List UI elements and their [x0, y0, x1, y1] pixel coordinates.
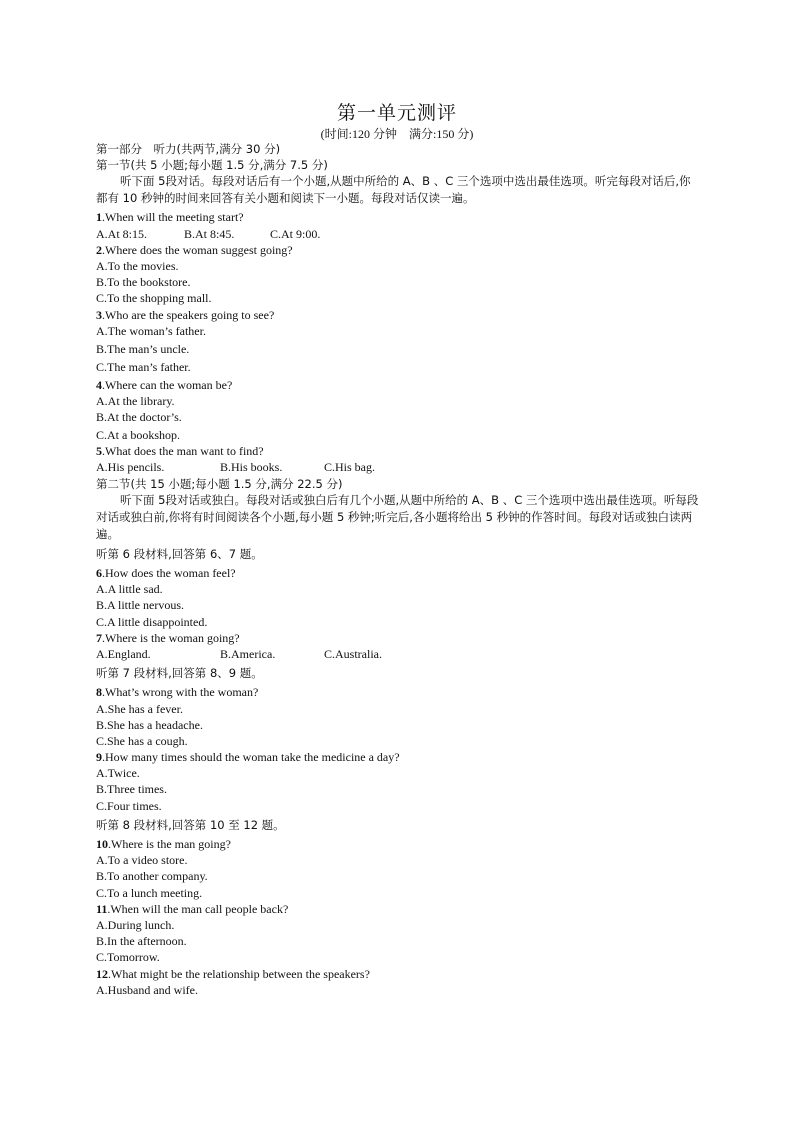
option-c: C.Tomorrow.	[96, 950, 160, 965]
question-stem	[96, 443, 700, 459]
material-heading: 听第 6 段材料,回答第 6、7 题。	[96, 546, 263, 561]
question-stem	[96, 209, 700, 225]
material-heading: 听第 7 段材料,回答第 8、9 题。	[96, 666, 263, 681]
question-stem	[96, 749, 700, 765]
option-b: B.In the afternoon.	[96, 934, 187, 949]
question-number: 10	[96, 837, 108, 851]
option-a: A.The woman’s father.	[96, 323, 206, 338]
option-b: B.Three times.	[96, 782, 167, 797]
question-stem	[96, 630, 700, 646]
question-text: .How many times should the woman take the medicine a day?	[102, 750, 400, 765]
option-b: B.To the bookstore.	[96, 275, 191, 290]
option-a: A.At 8:15.	[96, 226, 147, 241]
question-text: .When will the man call people back?	[107, 901, 289, 916]
option-a: A.Twice.	[96, 766, 140, 781]
option-c: C.The man’s father.	[96, 359, 191, 374]
option-a: A.England.	[96, 646, 151, 661]
question-number: 12	[96, 966, 108, 981]
option-row	[96, 226, 700, 242]
option-c: C.To the shopping mall.	[96, 291, 212, 306]
part-heading: 第一部分 听力(共两节,满分 30 分)	[96, 142, 281, 156]
option-c: C.She has a cough.	[96, 733, 188, 748]
question-text: .Where can the woman be?	[102, 377, 233, 392]
section-instruction: 听下面 5段对话或独白。每段对话或独白后有几个小题,从题中所给的 A、B 、C 三个选项中选出最佳选项。听每段对话或独白前,你将有时间阅读各个小题,每小题 5 秒钟;听完后,各小题将给出 5 秒钟的作答时间。每段对话或独白读两遍。	[96, 492, 699, 541]
option-c: C.At 9:00.	[270, 226, 321, 241]
option-b: B.A little nervous.	[96, 598, 184, 613]
question-text: .What might be the relationship between the speakers?	[108, 966, 370, 981]
option-b: B.She has a headache.	[96, 717, 203, 732]
question-text: .How does the woman feel?	[102, 566, 236, 580]
option-a: A.His pencils.	[96, 460, 165, 475]
option-a: A.To a video store.	[96, 853, 188, 868]
option-c: C.A little disappointed.	[96, 614, 208, 629]
question-number: 2	[96, 242, 102, 257]
material-heading: 听第 8 段材料,回答第 10 至 12 题。	[96, 817, 285, 832]
question-stem	[96, 377, 700, 393]
option-c: C.To a lunch meeting.	[96, 885, 203, 900]
question-stem	[96, 684, 700, 700]
option-b: B.At 8:45.	[184, 226, 235, 241]
question-number: 7	[96, 630, 102, 645]
question-text: .Where is the woman going?	[102, 630, 240, 645]
question-stem	[96, 242, 700, 258]
question-stem	[96, 836, 700, 852]
option-row	[96, 646, 700, 662]
section-instruction: 听下面 5段对话。每段对话后有一个小题,从题中所给的 A、B 、C 三个选项中选出最佳选项。听完每段对话后,你都有 10 秒钟的时间来回答有关小题和阅读下一小题。每段对话仅读一遍。	[96, 174, 691, 206]
option-a: A.At the library.	[96, 393, 175, 408]
question-text: .Who are the speakers going to see?	[102, 307, 275, 322]
option-b: B.The man’s uncle.	[96, 341, 190, 356]
option-c: C.Four times.	[96, 798, 162, 813]
section-heading: 第二节(共 15 小题;每小题 1.5 分,满分 22.5 分)	[96, 476, 343, 491]
question-number: 8	[96, 685, 102, 700]
option-a: A.A little sad.	[96, 582, 163, 597]
question-stem	[96, 565, 700, 581]
option-b: B.America.	[220, 646, 276, 661]
option-b: B.His books.	[220, 460, 283, 475]
option-b: B.To another company.	[96, 869, 208, 884]
exam-body	[96, 141, 700, 998]
option-row	[96, 459, 700, 475]
question-text: .What’s wrong with the woman?	[102, 685, 259, 700]
exam-time-info: (时间:120 分钟 满分:150 分)	[320, 127, 474, 141]
question-stem	[96, 901, 700, 917]
question-text: .Where does the woman suggest going?	[102, 242, 293, 257]
option-c: C.At a bookshop.	[96, 428, 180, 443]
question-number: 9	[96, 750, 102, 765]
option-a: A.Husband and wife.	[96, 982, 198, 997]
question-text: .What does the man want to find?	[102, 444, 264, 459]
option-c: C.Australia.	[324, 646, 382, 661]
option-a: A.She has a fever.	[96, 701, 183, 716]
option-c: C.His bag.	[324, 460, 375, 475]
question-number: 5	[96, 444, 102, 459]
question-text: .Where is the man going?	[108, 837, 231, 851]
question-stem	[96, 307, 700, 323]
question-number: 11	[96, 901, 108, 916]
question-number: 1	[96, 210, 102, 225]
question-number: 6	[96, 566, 102, 580]
question-stem	[96, 966, 700, 982]
question-number: 3	[96, 307, 102, 322]
question-text: .When will the meeting start?	[102, 210, 244, 225]
option-a: A.During lunch.	[96, 917, 175, 932]
option-b: B.At the doctor’s.	[96, 410, 182, 425]
page-title: 第一单元测评	[336, 102, 457, 124]
section-heading: 第一节(共 5 小题;每小题 1.5 分,满分 7.5 分)	[96, 158, 328, 173]
question-number: 4	[96, 377, 102, 392]
option-a: A.To the movies.	[96, 258, 179, 273]
